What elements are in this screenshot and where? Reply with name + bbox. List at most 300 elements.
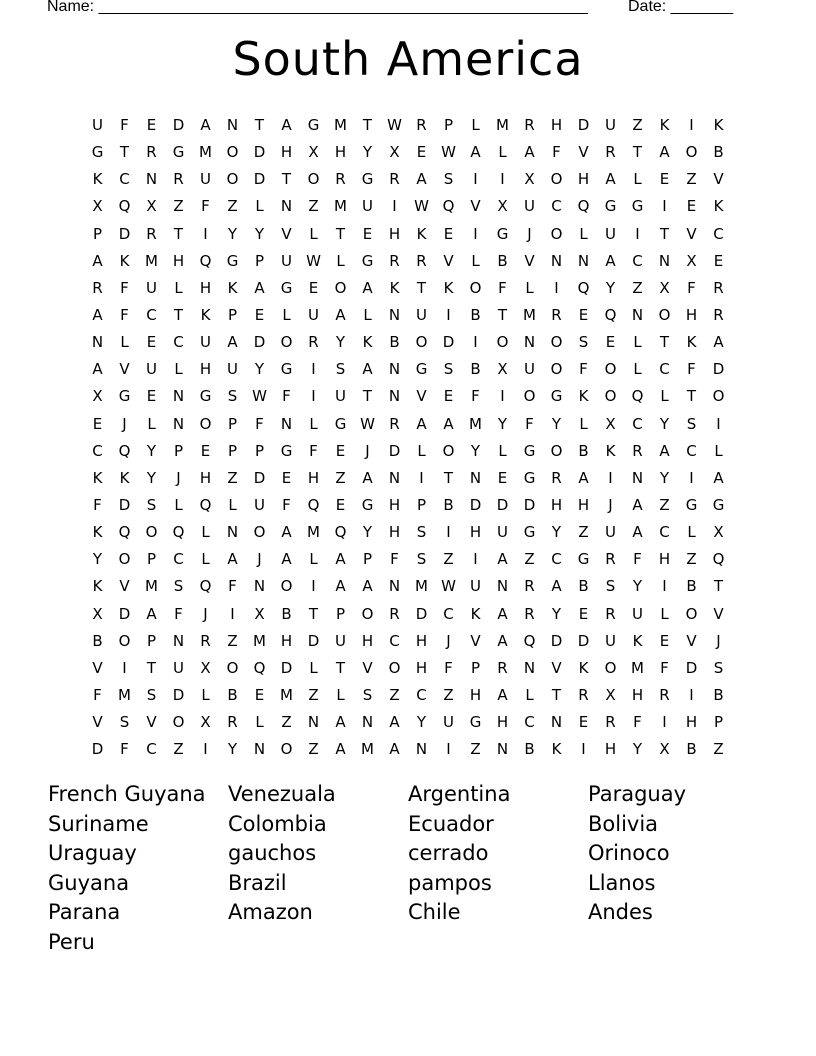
grid-letter[interactable]: F — [390, 550, 399, 569]
grid-letter[interactable]: T — [281, 170, 292, 189]
grid-letter[interactable]: Q — [604, 305, 617, 324]
grid-letter[interactable]: N — [226, 116, 239, 134]
grid-letter[interactable]: U — [173, 658, 184, 677]
grid-letter[interactable]: P — [227, 441, 238, 460]
grid-letter[interactable]: R — [389, 251, 400, 270]
grid-letter[interactable]: U — [470, 577, 481, 596]
grid-letter[interactable]: I — [446, 305, 451, 324]
grid-letter[interactable]: L — [525, 278, 534, 297]
grid-letter[interactable]: E — [308, 278, 319, 297]
grid-letter[interactable]: Q — [577, 197, 590, 216]
grid-letter[interactable]: Y — [659, 414, 670, 433]
grid-letter[interactable]: L — [201, 523, 210, 542]
grid-letter[interactable]: A — [227, 550, 238, 569]
grid-letter[interactable]: L — [336, 685, 345, 704]
grid-letter[interactable]: X — [254, 604, 265, 623]
grid-letter[interactable]: D — [253, 143, 266, 162]
grid-letter[interactable]: L — [363, 305, 372, 324]
grid-letter[interactable]: O — [550, 360, 563, 379]
grid-letter[interactable]: N — [280, 197, 293, 216]
grid-letter[interactable]: N — [307, 713, 320, 732]
grid-letter[interactable]: L — [282, 305, 291, 324]
grid-letter[interactable]: C — [632, 251, 643, 270]
grid-letter[interactable]: O — [550, 441, 563, 460]
grid-letter[interactable]: R — [200, 631, 211, 650]
grid-letter[interactable]: D — [253, 170, 266, 189]
grid-letter[interactable]: K — [551, 740, 562, 759]
grid-letter[interactable]: R — [389, 170, 400, 189]
grid-letter[interactable]: R — [227, 713, 238, 732]
grid-letter[interactable]: B — [524, 740, 535, 759]
grid-letter[interactable]: F — [120, 740, 129, 759]
grid-letter[interactable]: F — [174, 604, 183, 623]
grid-letter[interactable]: V — [686, 224, 697, 243]
grid-letter[interactable]: T — [551, 685, 562, 704]
grid-letter[interactable]: D — [172, 116, 185, 134]
grid-letter[interactable]: L — [660, 604, 669, 623]
grid-letter[interactable]: P — [146, 550, 157, 569]
grid-letter[interactable]: O — [550, 224, 563, 243]
grid-letter[interactable]: I — [203, 740, 208, 759]
grid-letter[interactable]: A — [713, 333, 724, 352]
grid-letter[interactable]: X — [200, 713, 211, 732]
grid-letter[interactable]: U — [335, 631, 346, 650]
grid-letter[interactable]: Z — [173, 197, 184, 216]
grid-letter[interactable]: O — [199, 414, 212, 433]
grid-letter[interactable]: O — [604, 387, 617, 406]
grid-letter[interactable]: B — [470, 305, 481, 324]
grid-letter[interactable]: O — [442, 441, 455, 460]
grid-letter[interactable]: R — [173, 170, 184, 189]
grid-letter[interactable]: F — [93, 685, 102, 704]
grid-letter[interactable]: O — [118, 631, 131, 650]
grid-letter[interactable]: O — [361, 604, 374, 623]
grid-letter[interactable]: S — [686, 414, 697, 433]
grid-letter[interactable]: O — [604, 658, 617, 677]
grid-letter[interactable]: V — [686, 631, 697, 650]
grid-letter[interactable]: I — [419, 468, 424, 487]
grid-letter[interactable]: D — [577, 116, 590, 134]
grid-letter[interactable]: H — [199, 360, 212, 379]
grid-letter[interactable]: A — [362, 468, 373, 487]
grid-letter[interactable]: V — [524, 251, 535, 270]
grid-letter[interactable]: G — [280, 360, 293, 379]
grid-letter[interactable]: P — [416, 495, 427, 514]
grid-letter[interactable]: A — [362, 360, 373, 379]
grid-letter[interactable]: J — [608, 495, 613, 514]
grid-letter[interactable]: M — [334, 197, 347, 216]
grid-letter[interactable]: C — [173, 333, 184, 352]
grid-letter[interactable]: C — [146, 740, 157, 759]
grid-letter[interactable]: E — [713, 251, 724, 270]
grid-letter[interactable]: K — [605, 441, 616, 460]
grid-letter[interactable]: E — [281, 468, 292, 487]
grid-letter[interactable]: H — [199, 278, 212, 297]
grid-letter[interactable]: L — [174, 495, 183, 514]
grid-letter[interactable]: N — [280, 414, 293, 433]
grid-letter[interactable]: S — [416, 550, 427, 569]
grid-letter[interactable]: C — [659, 360, 670, 379]
grid-letter[interactable]: W — [414, 197, 429, 216]
grid-letter[interactable]: I — [635, 224, 640, 243]
grid-letter[interactable]: A — [632, 523, 643, 542]
grid-letter[interactable]: X — [686, 251, 697, 270]
grid-letter[interactable]: R — [497, 658, 508, 677]
grid-letter[interactable]: U — [605, 631, 616, 650]
grid-letter[interactable]: U — [605, 116, 616, 134]
grid-letter[interactable]: L — [471, 251, 480, 270]
grid-letter[interactable]: R — [524, 604, 535, 623]
grid-letter[interactable]: U — [281, 251, 292, 270]
grid-letter[interactable]: B — [227, 685, 238, 704]
grid-letter[interactable]: N — [523, 333, 536, 352]
grid-letter[interactable]: D — [496, 495, 509, 514]
grid-letter[interactable]: H — [469, 523, 482, 542]
grid-letter[interactable]: A — [335, 740, 346, 759]
grid-letter[interactable]: T — [497, 305, 508, 324]
grid-letter[interactable]: Z — [686, 550, 697, 569]
grid-letter[interactable]: H — [334, 143, 347, 162]
grid-letter[interactable]: L — [309, 550, 318, 569]
grid-letter[interactable]: N — [577, 251, 590, 270]
grid-letter[interactable]: N — [631, 305, 644, 324]
grid-letter[interactable]: Q — [172, 523, 185, 542]
grid-letter[interactable]: M — [523, 305, 536, 324]
grid-letter[interactable]: Q — [712, 550, 725, 569]
grid-letter[interactable]: Y — [470, 441, 481, 460]
grid-letter[interactable]: U — [632, 604, 643, 623]
grid-letter[interactable]: A — [497, 604, 508, 623]
grid-letter[interactable]: D — [577, 631, 590, 650]
grid-letter[interactable]: X — [524, 170, 535, 189]
grid-letter[interactable]: X — [92, 197, 103, 216]
grid-letter[interactable]: H — [280, 631, 293, 650]
grid-letter[interactable]: U — [362, 197, 373, 216]
grid-letter[interactable]: T — [659, 333, 670, 352]
grid-letter[interactable]: I — [311, 387, 316, 406]
grid-letter[interactable]: O — [334, 278, 347, 297]
grid-letter[interactable]: H — [577, 495, 590, 514]
grid-letter[interactable]: O — [658, 305, 671, 324]
grid-letter[interactable]: H — [658, 550, 671, 569]
grid-letter[interactable]: Y — [335, 333, 346, 352]
grid-letter[interactable]: S — [362, 685, 373, 704]
grid-letter[interactable]: D — [118, 224, 131, 243]
grid-letter[interactable]: U — [92, 116, 103, 134]
grid-letter[interactable]: C — [119, 170, 130, 189]
grid-letter[interactable]: M — [334, 116, 347, 134]
grid-letter[interactable]: U — [308, 305, 319, 324]
grid-letter[interactable]: D — [118, 495, 131, 514]
grid-letter[interactable]: V — [713, 170, 724, 189]
grid-letter[interactable]: Y — [362, 143, 373, 162]
grid-letter[interactable]: E — [497, 468, 508, 487]
grid-letter[interactable]: I — [581, 740, 586, 759]
grid-letter[interactable]: G — [361, 251, 374, 270]
grid-letter[interactable]: R — [605, 550, 616, 569]
grid-letter[interactable]: N — [253, 577, 266, 596]
grid-letter[interactable]: V — [578, 143, 589, 162]
grid-letter[interactable]: L — [498, 441, 507, 460]
grid-letter[interactable]: A — [524, 143, 535, 162]
grid-letter[interactable]: D — [712, 360, 725, 379]
grid-letter[interactable]: P — [254, 251, 265, 270]
grid-letter[interactable]: V — [119, 577, 130, 596]
grid-letter[interactable]: N — [388, 360, 401, 379]
grid-letter[interactable]: E — [659, 631, 670, 650]
grid-letter[interactable]: Z — [308, 197, 319, 216]
grid-letter[interactable]: I — [500, 387, 505, 406]
grid-letter[interactable]: F — [309, 441, 318, 460]
grid-letter[interactable]: R — [551, 468, 562, 487]
grid-letter[interactable]: Y — [92, 550, 103, 569]
grid-letter[interactable]: F — [471, 387, 480, 406]
grid-letter[interactable]: L — [309, 224, 318, 243]
grid-letter[interactable]: C — [443, 604, 454, 623]
grid-letter[interactable]: F — [282, 387, 291, 406]
grid-letter[interactable]: T — [632, 143, 643, 162]
grid-letter[interactable]: A — [578, 468, 589, 487]
grid-letter[interactable]: E — [92, 414, 103, 433]
grid-letter[interactable]: K — [119, 468, 130, 487]
grid-letter[interactable]: A — [605, 251, 616, 270]
grid-letter[interactable]: A — [281, 523, 292, 542]
grid-letter[interactable]: N — [226, 523, 239, 542]
grid-letter[interactable]: G — [523, 468, 536, 487]
grid-letter[interactable]: A — [605, 170, 616, 189]
grid-letter[interactable]: A — [335, 713, 346, 732]
grid-letter[interactable]: N — [388, 468, 401, 487]
grid-letter[interactable]: E — [659, 170, 670, 189]
grid-letter[interactable]: V — [470, 631, 481, 650]
grid-letter[interactable]: Q — [199, 495, 212, 514]
grid-letter[interactable]: A — [335, 577, 346, 596]
grid-letter[interactable]: R — [146, 224, 157, 243]
grid-letter[interactable]: S — [605, 577, 616, 596]
grid-letter[interactable]: G — [631, 197, 644, 216]
grid-letter[interactable]: T — [362, 387, 373, 406]
grid-letter[interactable]: E — [578, 305, 589, 324]
grid-letter[interactable]: O — [496, 333, 509, 352]
grid-letter[interactable]: I — [446, 523, 451, 542]
grid-letter[interactable]: A — [92, 360, 103, 379]
grid-letter[interactable]: U — [146, 278, 157, 297]
grid-letter[interactable]: L — [228, 495, 237, 514]
grid-letter[interactable]: E — [443, 224, 454, 243]
grid-letter[interactable]: B — [686, 577, 697, 596]
grid-letter[interactable]: O — [415, 333, 428, 352]
grid-letter[interactable]: I — [230, 604, 235, 623]
grid-letter[interactable]: H — [388, 495, 401, 514]
grid-letter[interactable]: Z — [578, 523, 589, 542]
grid-letter[interactable]: P — [173, 441, 184, 460]
grid-letter[interactable]: A — [146, 604, 157, 623]
grid-letter[interactable]: M — [145, 577, 158, 596]
grid-letter[interactable]: T — [308, 604, 319, 623]
grid-letter[interactable]: K — [659, 116, 670, 134]
grid-letter[interactable]: Z — [308, 740, 319, 759]
grid-letter[interactable]: Q — [118, 523, 131, 542]
grid-letter[interactable]: S — [713, 658, 724, 677]
grid-letter[interactable]: R — [389, 414, 400, 433]
grid-letter[interactable]: Q — [307, 495, 320, 514]
grid-letter[interactable]: D — [91, 740, 104, 759]
grid-letter[interactable]: X — [605, 685, 616, 704]
grid-letter[interactable]: K — [92, 468, 103, 487]
grid-letter[interactable]: U — [200, 333, 211, 352]
grid-letter[interactable]: I — [500, 170, 505, 189]
grid-letter[interactable]: R — [578, 685, 589, 704]
grid-letter[interactable]: I — [716, 414, 721, 433]
grid-letter[interactable]: K — [362, 333, 373, 352]
grid-letter[interactable]: Z — [227, 631, 238, 650]
grid-letter[interactable]: I — [473, 550, 478, 569]
grid-letter[interactable]: E — [686, 197, 697, 216]
grid-letter[interactable]: A — [497, 685, 508, 704]
grid-letter[interactable]: R — [92, 278, 103, 297]
grid-letter[interactable]: A — [335, 550, 346, 569]
grid-letter[interactable]: Y — [416, 713, 427, 732]
grid-letter[interactable]: N — [253, 740, 266, 759]
grid-letter[interactable]: R — [389, 604, 400, 623]
grid-letter[interactable]: V — [470, 197, 481, 216]
grid-letter[interactable]: P — [713, 713, 724, 732]
grid-letter[interactable]: I — [473, 333, 478, 352]
grid-letter[interactable]: O — [226, 143, 239, 162]
grid-letter[interactable]: N — [388, 305, 401, 324]
grid-letter[interactable]: O — [712, 387, 725, 406]
grid-letter[interactable]: D — [253, 333, 266, 352]
grid-letter[interactable]: D — [388, 441, 401, 460]
grid-letter[interactable]: X — [497, 360, 508, 379]
grid-letter[interactable]: L — [660, 387, 669, 406]
grid-letter[interactable]: F — [525, 414, 534, 433]
grid-letter[interactable]: A — [362, 278, 373, 297]
grid-letter[interactable]: F — [282, 495, 291, 514]
grid-letter[interactable]: B — [713, 685, 724, 704]
grid-letter[interactable]: V — [551, 658, 562, 677]
grid-letter[interactable]: G — [496, 224, 509, 243]
grid-letter[interactable]: Q — [631, 387, 644, 406]
grid-letter[interactable]: C — [416, 685, 427, 704]
grid-letter[interactable]: U — [254, 495, 265, 514]
grid-letter[interactable]: A — [281, 116, 292, 134]
grid-letter[interactable]: N — [496, 577, 509, 596]
grid-letter[interactable]: X — [146, 197, 157, 216]
grid-letter[interactable]: Y — [551, 414, 562, 433]
grid-letter[interactable]: P — [362, 550, 373, 569]
grid-letter[interactable]: A — [416, 170, 427, 189]
grid-letter[interactable]: L — [120, 333, 129, 352]
grid-letter[interactable]: Z — [227, 468, 238, 487]
grid-letter[interactable]: K — [713, 197, 724, 216]
grid-letter[interactable]: F — [633, 713, 642, 732]
grid-letter[interactable]: R — [524, 577, 535, 596]
grid-letter[interactable]: H — [199, 468, 212, 487]
grid-letter[interactable]: N — [91, 333, 104, 352]
grid-letter[interactable]: L — [714, 441, 723, 460]
grid-letter[interactable]: Q — [199, 251, 212, 270]
grid-letter[interactable]: Z — [686, 170, 697, 189]
grid-letter[interactable]: M — [415, 577, 428, 596]
grid-letter[interactable]: T — [362, 116, 373, 134]
grid-letter[interactable]: B — [497, 251, 508, 270]
grid-letter[interactable]: H — [550, 116, 563, 134]
grid-letter[interactable]: Y — [551, 604, 562, 623]
grid-letter[interactable]: G — [550, 387, 563, 406]
grid-letter[interactable]: A — [92, 305, 103, 324]
grid-letter[interactable]: S — [146, 685, 157, 704]
grid-letter[interactable]: H — [415, 631, 428, 650]
grid-letter[interactable]: N — [658, 251, 671, 270]
grid-letter[interactable]: A — [659, 441, 670, 460]
grid-letter[interactable]: D — [415, 604, 428, 623]
grid-letter[interactable]: K — [92, 170, 103, 189]
grid-letter[interactable]: T — [416, 278, 427, 297]
grid-letter[interactable]: O — [145, 523, 158, 542]
grid-letter[interactable]: Y — [632, 577, 643, 596]
grid-letter[interactable]: M — [199, 143, 212, 162]
grid-letter[interactable]: I — [662, 577, 667, 596]
grid-letter[interactable]: K — [686, 333, 697, 352]
grid-letter[interactable]: T — [659, 224, 670, 243]
grid-letter[interactable]: E — [443, 387, 454, 406]
grid-letter[interactable]: F — [498, 278, 507, 297]
grid-letter[interactable]: R — [551, 305, 562, 324]
grid-letter[interactable]: Z — [173, 740, 184, 759]
grid-letter[interactable]: P — [470, 658, 481, 677]
grid-letter[interactable]: G — [523, 441, 536, 460]
grid-letter[interactable]: Y — [605, 278, 616, 297]
grid-letter[interactable]: X — [605, 414, 616, 433]
grid-letter[interactable]: B — [713, 143, 724, 162]
grid-letter[interactable]: X — [713, 523, 724, 542]
grid-letter[interactable]: A — [416, 414, 427, 433]
grid-letter[interactable]: S — [173, 577, 184, 596]
grid-letter[interactable]: O — [523, 387, 536, 406]
grid-letter[interactable]: C — [713, 224, 724, 243]
grid-letter[interactable]: Y — [227, 224, 238, 243]
grid-letter[interactable]: G — [685, 495, 698, 514]
grid-letter[interactable]: L — [687, 523, 696, 542]
grid-letter[interactable]: A — [92, 251, 103, 270]
grid-letter[interactable]: K — [470, 604, 481, 623]
grid-letter[interactable]: I — [662, 713, 667, 732]
grid-letter[interactable]: A — [497, 550, 508, 569]
grid-letter[interactable]: O — [280, 740, 293, 759]
grid-letter[interactable]: Z — [632, 278, 643, 297]
grid-letter[interactable]: U — [200, 170, 211, 189]
grid-letter[interactable]: C — [659, 523, 670, 542]
grid-letter[interactable]: E — [146, 387, 157, 406]
grid-letter[interactable]: L — [336, 251, 345, 270]
grid-letter[interactable]: O — [172, 713, 185, 732]
grid-letter[interactable]: G — [226, 251, 239, 270]
grid-letter[interactable]: C — [524, 713, 535, 732]
grid-letter[interactable]: E — [254, 305, 265, 324]
grid-letter[interactable]: B — [470, 360, 481, 379]
grid-letter[interactable]: C — [146, 305, 157, 324]
grid-letter[interactable]: V — [416, 387, 427, 406]
grid-letter[interactable]: G — [712, 495, 725, 514]
grid-letter[interactable]: L — [633, 170, 642, 189]
grid-letter[interactable]: L — [174, 360, 183, 379]
grid-letter[interactable]: K — [578, 658, 589, 677]
grid-letter[interactable]: J — [446, 631, 451, 650]
grid-letter[interactable]: C — [389, 631, 400, 650]
grid-letter[interactable]: W — [387, 116, 402, 134]
grid-letter[interactable]: A — [335, 305, 346, 324]
